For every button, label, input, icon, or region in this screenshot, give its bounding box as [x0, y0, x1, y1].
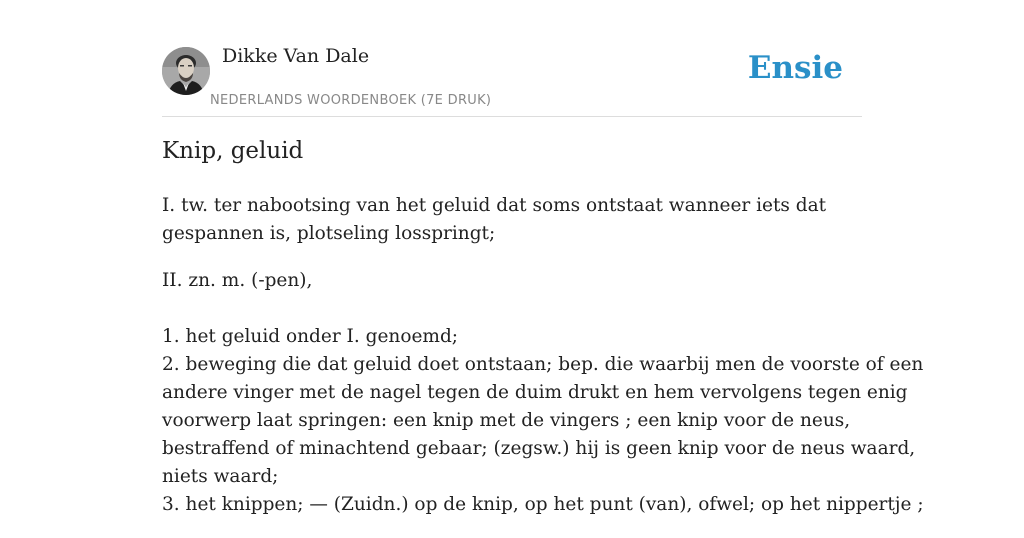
definition-line: 1. het geluid onder I. genoemd;	[162, 326, 459, 347]
paragraph-heading: II. zn. m. (-pen),	[162, 270, 313, 291]
author-avatar[interactable]	[162, 47, 210, 95]
definition-line: voorwerp laat springen: een knip met de vingers ; een knip voor de neus,	[162, 410, 851, 431]
author-name[interactable]: Dikke Van Dale	[222, 45, 370, 67]
article-header	[162, 0, 862, 117]
spacer	[162, 295, 862, 323]
definition-line: 2. beweging die dat geluid doet ontstaan; bep. die waarbij men de voorste of een	[162, 354, 924, 375]
definition-line: andere vinger met de nagel tegen de duim drukt en hem vervolgens tegen enig	[162, 382, 908, 403]
brand-logo[interactable]: Ensie	[747, 50, 843, 86]
definition-paragraph-2	[162, 267, 924, 519]
definition-line: niets waard;	[162, 466, 279, 487]
source-label: NEDERLANDS WOORDENBOEK (7E DRUK)	[210, 93, 492, 108]
text-line: I. tw. ter nabootsing van het geluid dat soms ontstaat wanneer iets dat	[162, 195, 827, 216]
text-line: gespannen is, plotseling losspringt;	[162, 223, 496, 244]
entry-body	[162, 192, 924, 538]
article-page	[162, 0, 924, 515]
definition-line: 3. het knippen; — (Zuidn.) op de knip, op het punt (van), ofwel; op het nippertje ;	[162, 494, 924, 515]
definition-paragraph-1	[162, 192, 862, 248]
definition-line: bestraffend of minachtend gebaar; (zegsw.) hij is geen knip voor de neus waard,	[162, 438, 916, 459]
portrait-image	[162, 47, 210, 95]
entry-title: Knip, geluid	[162, 138, 304, 164]
